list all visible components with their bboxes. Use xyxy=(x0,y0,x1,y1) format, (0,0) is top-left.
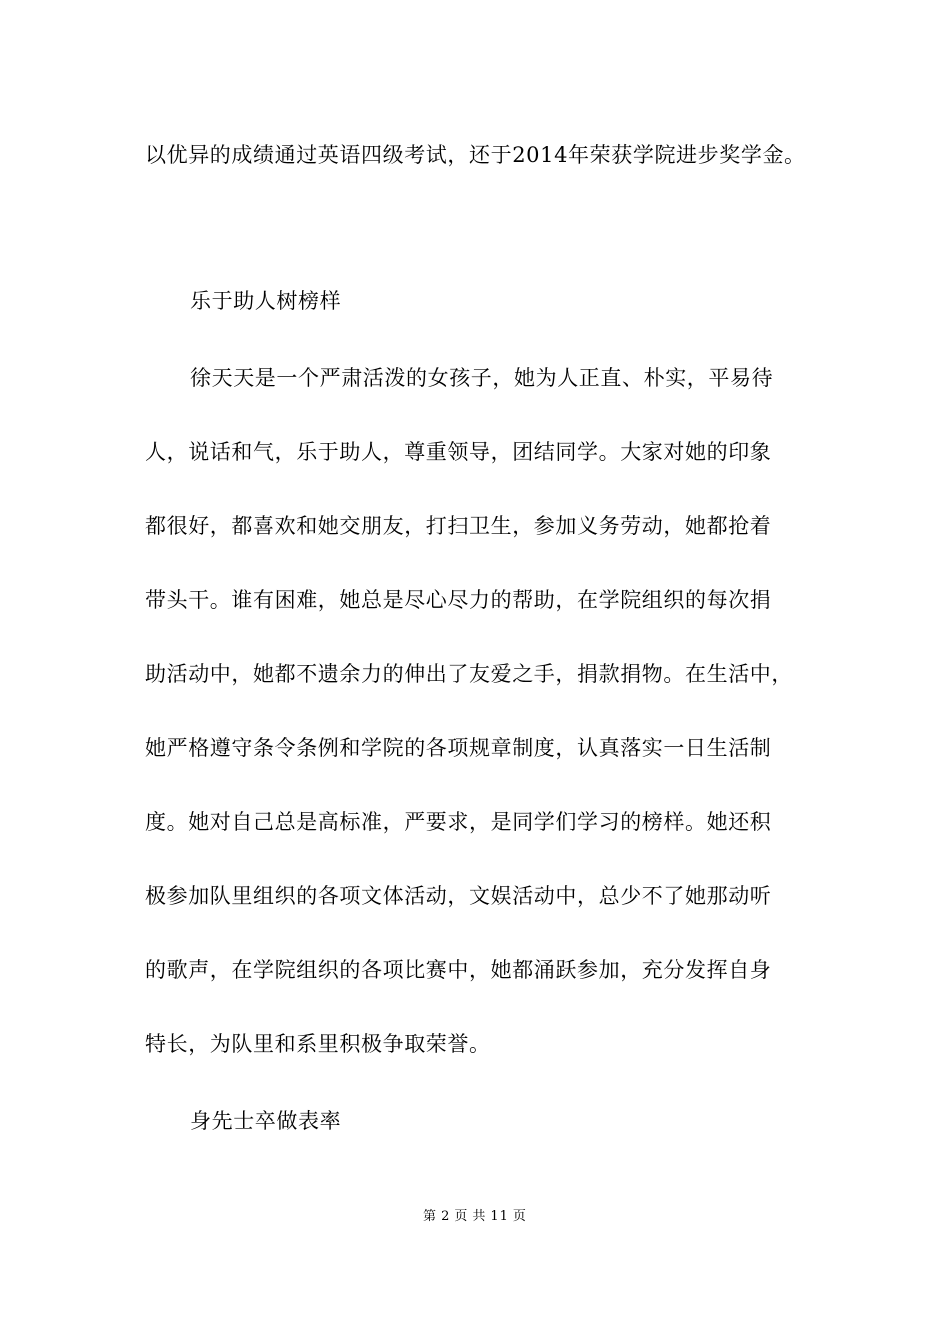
section-heading: 身先士卒做表率 xyxy=(190,1109,342,1133)
paragraph-line: 特长，为队里和系里积极争取荣誉。 xyxy=(145,1032,491,1056)
paragraph-line: 的歌声，在学院组织的各项比赛中，她都涌跃参加，充分发挥自身 xyxy=(145,958,772,982)
footer-label: 共 xyxy=(472,1209,487,1224)
paragraph-line: 都很好，都喜欢和她交朋友，打扫卫生，参加义务劳动，她都抢着 xyxy=(145,514,772,538)
footer-label: 页 xyxy=(454,1209,469,1224)
first-line: 以优异的成绩通过英语四级考试，还于2014年荣获学院进步奖学金。 xyxy=(145,143,806,167)
footer-label: 第 xyxy=(423,1209,438,1224)
paragraph-line: 度。她对自己总是高标准，严要求，是同学们学习的榜样。她还积 xyxy=(145,810,772,834)
footer-label: 页 xyxy=(512,1209,527,1224)
paragraph-line: 带头干。谁有困难，她总是尽心尽力的帮助，在学院组织的每次捐 xyxy=(145,588,772,612)
paragraph-line: 助活动中，她都不遗余力的伸出了友爱之手，捐款捐物。在生活中， xyxy=(145,662,793,686)
page-footer xyxy=(0,1208,950,1226)
section-heading: 乐于助人树榜样 xyxy=(190,289,342,313)
paragraph-line: 极参加队里组织的各项文体活动，文娱活动中，总少不了她那动听 xyxy=(145,884,772,908)
total-pages-number: 11 xyxy=(490,1209,509,1224)
paragraph-line: 徐天天是一个严肃活泼的女孩子，她为人正直、朴实，平易待 xyxy=(190,366,774,390)
current-page-number: 2 xyxy=(441,1209,451,1224)
paragraph-line: 人，说话和气，乐于助人，尊重领导，团结同学。大家对她的印象 xyxy=(145,440,772,464)
paragraph-line: 她严格遵守条令条例和学院的各项规章制度，认真落实一日生活制 xyxy=(145,736,772,760)
